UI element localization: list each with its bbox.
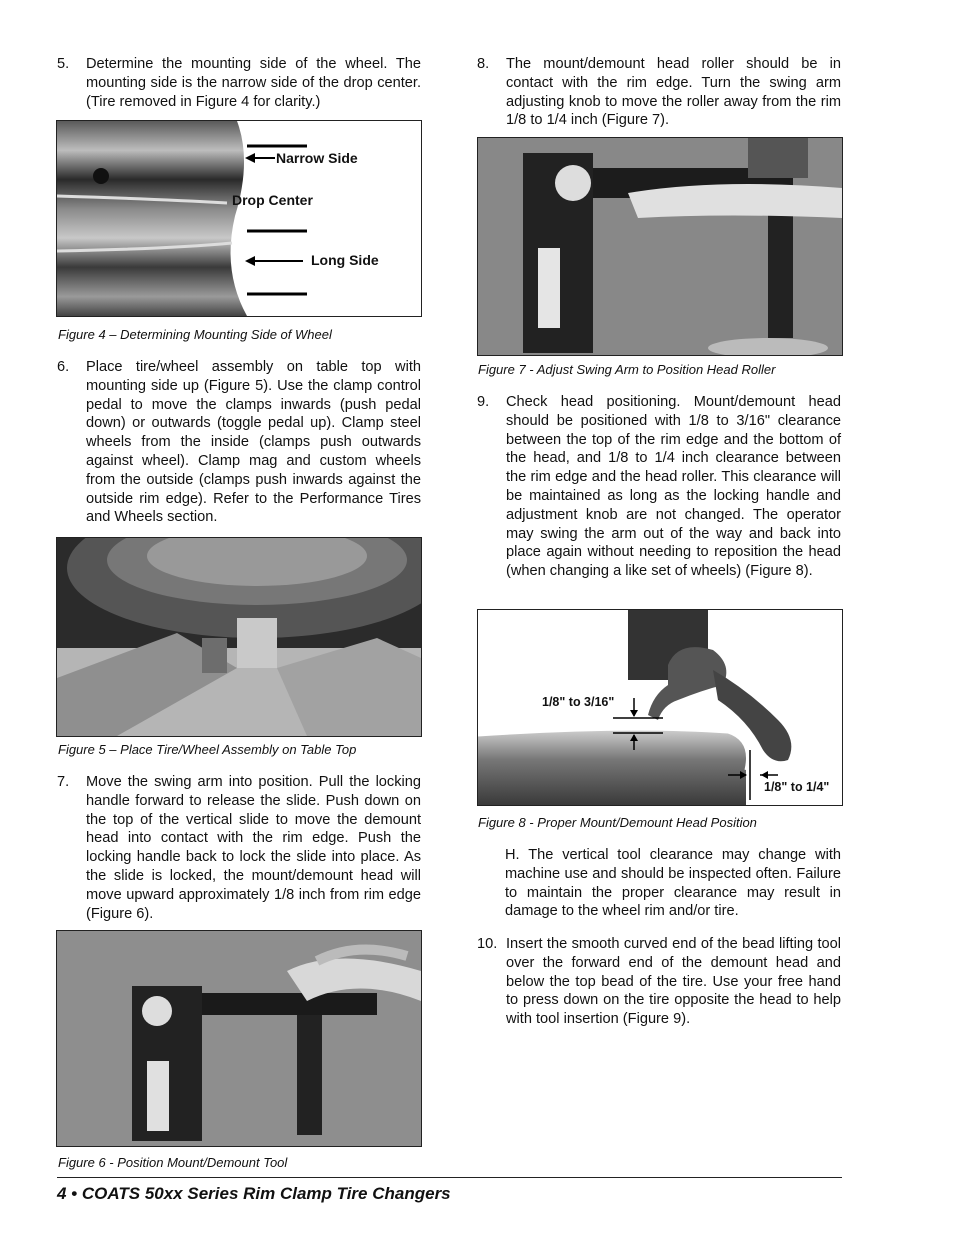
figure-6-machine-photo <box>56 930 422 1147</box>
step-text: Check head positioning. Mount/demount head should be positioned with 1/8 to 3/16" clearance between the top of the rim edge and the bottom of the head, and 1/8 to 1/4 inch clearance between the rim edge and the head roller. This clearance will be maintained as long as the locking handle and adjustment knob are not changed. The operator may swing the arm out of the way and back into place again without needing to reposition the head (when changing a like set of wheels) (Figure 8). <box>506 394 841 580</box>
step-text: Determine the mounting side of the wheel. The mounting side is the narrow side of the drop center. (Tire removed in Figure 4 for clarity.) <box>86 56 421 110</box>
step-number: 8. <box>477 56 490 72</box>
figure-7-caption: Figure 7 - Adjust Swing Arm to Position Head Roller <box>478 362 776 377</box>
step-text: Insert the smooth curved end of the bead lifting tool over the forward end of the demount head and below the top bead of the tire. Use your free hand to press down on the tire opposite the head to help with tool insertion (Figure 9). <box>506 936 841 1028</box>
machine-image <box>57 931 421 1146</box>
figure-5-table-photo <box>56 537 422 737</box>
step-number: 5. <box>57 56 70 72</box>
step-text: The mount/demount head roller should be in contact with the rim edge. Turn the swing arm adjusting knob to move the roller away from the rim 1/8 to 1/4 inch (Figure 7). <box>506 56 841 129</box>
head-position-diagram <box>478 610 842 805</box>
step-number: 6. <box>57 359 70 375</box>
step-h-note <box>505 846 841 921</box>
top-clearance-label: 1/8" to 3/16" <box>542 695 615 709</box>
step-text: Place tire/wheel assembly on table top with mounting side up (Figure 5). Use the clamp control pedal to move the clamps inwards (push pedal down) or outwards (toggle pedal up). Clamp steel wheels from the inside (clamps push outwards against wheel). Clamp mag and custom wheels from the outside (clamps push inwards against the outside rim edge). Refer to the Performance Tires and Wheels section. <box>86 359 421 526</box>
side-clearance-label: 1/8" to 1/4" <box>764 780 830 794</box>
figure-5-caption: Figure 5 – Place Tire/Wheel Assembly on Table Top <box>58 742 357 757</box>
figure-4-wheel-photo <box>56 120 422 317</box>
step-text: Move the swing arm into position. Pull the locking handle forward to release the slide. Push down on the top of the vertical slide to move the demount head into contact with the rim edge. Push the locking handle back to lock the slide into place. As the slide is locked, the mount/demount head will move upward approximately 1/8 inch from rim edge (Figure 6). <box>86 774 421 922</box>
step-text: H. The vertical tool clearance may change with machine use and should be inspected often. Failure to maintain the proper clearance may result in damage to the wheel rim and/or tire. <box>505 847 841 920</box>
step-number: 10. <box>477 936 498 952</box>
wheel-rim-image <box>57 121 421 316</box>
narrow-side-label: Narrow Side <box>276 150 358 166</box>
page-footer: 4 • COATS 50xx Series Rim Clamp Tire Changers <box>57 1184 451 1203</box>
step-number: 9. <box>477 394 490 410</box>
table-top-image <box>57 538 421 736</box>
figure-8-caption: Figure 8 - Proper Mount/Demount Head Position <box>478 815 757 830</box>
figure-6-caption: Figure 6 - Position Mount/Demount Tool <box>58 1155 288 1170</box>
drop-center-label: Drop Center <box>232 192 313 208</box>
swing-arm-image <box>478 138 842 355</box>
figure-8-head-position-photo <box>477 609 843 806</box>
figure-7-swing-arm-photo <box>477 137 843 356</box>
footer-rule <box>57 1177 842 1178</box>
long-side-label: Long Side <box>311 252 379 268</box>
figure-4-caption: Figure 4 – Determining Mounting Side of Wheel <box>58 327 332 342</box>
step-number: 7. <box>57 774 70 790</box>
